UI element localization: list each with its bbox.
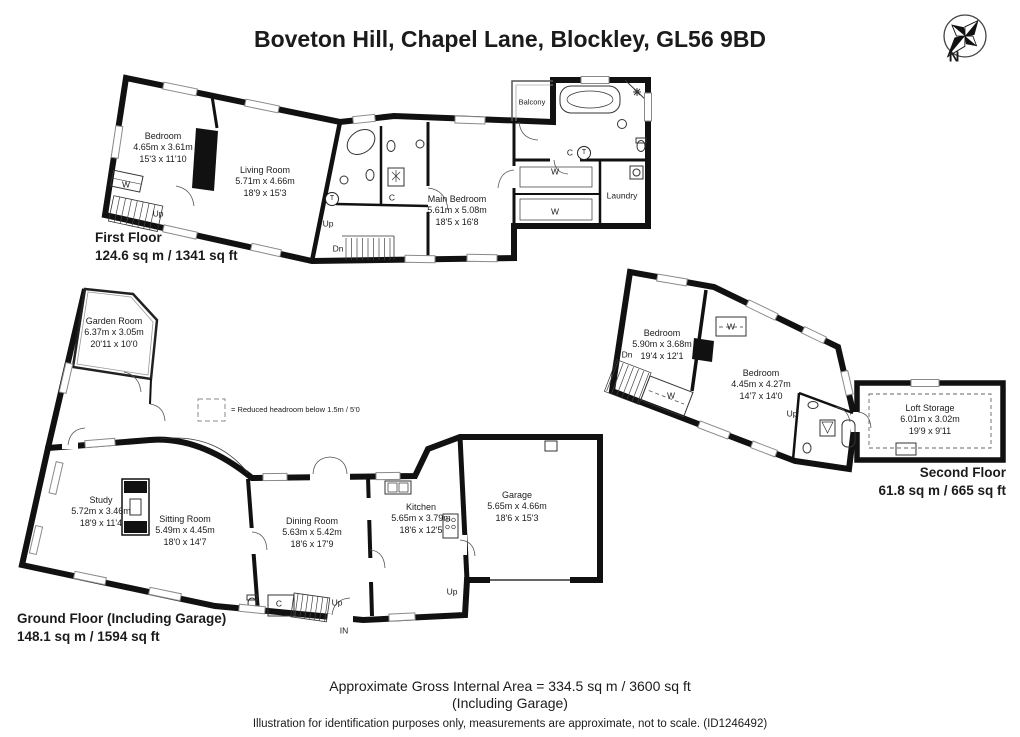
floor-area: 124.6 sq m / 1341 sq ft	[95, 247, 238, 263]
room-dim-imperial: 20'11 x 10'0	[90, 338, 138, 349]
room-label-garden-room	[84, 316, 144, 350]
gross-internal-area-note: (Including Garage)	[452, 695, 568, 711]
room-dim-metric: 5.49m x 4.45m	[155, 525, 215, 536]
stairs-up-label: Up	[331, 597, 343, 608]
room-dim-metric: 5.90m x 3.68m	[632, 339, 692, 350]
wardrobe-label: W	[666, 390, 676, 401]
room-dim-metric: 6.01m x 3.02m	[900, 414, 960, 425]
floor-name: First Floor	[95, 230, 162, 245]
room-dim-imperial: 15'3 x 11'10	[139, 153, 187, 164]
floor-area: 148.1 sq m / 1594 sq ft	[17, 628, 160, 644]
room-dim-imperial: 18'5 x 16'8	[435, 216, 479, 227]
room-name: Main Bedroom	[427, 194, 487, 205]
room-dim-imperial: 18'6 x 17'9	[290, 538, 334, 549]
room-label-study	[71, 495, 131, 529]
page-title: Boveton Hill, Chapel Lane, Blockley, GL56 9BD	[253, 26, 767, 52]
chimney-breast	[192, 128, 218, 191]
room-dim-metric: 5.71m x 4.66m	[235, 176, 295, 187]
disclaimer: Illustration for identification purposes only, measurements are approximate, not to scale. (ID1246492)	[252, 718, 768, 730]
floor-name: Second Floor	[919, 465, 1006, 480]
room-dim-metric: 5.63m x 5.42m	[282, 527, 342, 538]
room-name: Garage	[501, 490, 533, 501]
tank-label: T	[577, 146, 591, 160]
room-label-balcony: Balcony	[518, 97, 546, 107]
cupboard-label: C	[388, 192, 396, 203]
wardrobe-label: W	[550, 206, 560, 217]
room-name: Kitchen	[405, 502, 437, 513]
second-floor-label	[878, 464, 1006, 499]
room-label-garage	[487, 490, 547, 524]
stairs-up-label: Up	[322, 218, 334, 229]
room-dim-metric: 4.65m x 3.61m	[133, 142, 193, 153]
room-dim-imperial: 14'7 x 14'0	[739, 390, 783, 401]
room-dim-metric: 5.65m x 4.66m	[487, 501, 547, 512]
room-dim-imperial: 18'0 x 14'7	[163, 536, 207, 547]
second-floor-plan	[604, 272, 1003, 469]
stairs-up-label: Up	[152, 208, 164, 219]
room-name: Loft Storage	[905, 403, 955, 414]
room-label-bedroom-second-2	[731, 368, 791, 402]
room-name: Sitting Room	[159, 514, 211, 525]
compass-north-label: N	[948, 48, 960, 66]
room-name: Bedroom	[643, 328, 681, 339]
entrance-label: IN	[339, 625, 349, 636]
room-dim-metric: 5.65m x 3.79m	[391, 513, 451, 524]
stairs-down-label: Dn	[332, 243, 344, 254]
room-label-kitchen	[391, 502, 451, 536]
room-label-bedroom-second-1	[632, 328, 692, 362]
stairs-up-label: Up	[786, 408, 798, 419]
stairs-down-label: Dn	[621, 349, 633, 360]
room-label-main-bedroom	[427, 194, 487, 228]
room-dim-imperial: 19'9 x 9'11	[908, 425, 952, 436]
room-dim-metric: 6.37m x 3.05m	[84, 327, 144, 338]
cupboard-label: C	[566, 147, 574, 158]
room-name: Bedroom	[144, 131, 182, 142]
room-dim-metric: 5.72m x 3.46m	[71, 506, 131, 517]
room-dim-imperial: 18'9 x 11'4	[79, 517, 123, 528]
floor-area: 61.8 sq m / 665 sq ft	[878, 482, 1006, 498]
wardrobe-label: W	[726, 321, 736, 332]
first-floor-label	[95, 229, 238, 264]
room-name: Garden Room	[85, 316, 143, 327]
floor-name: Ground Floor (Including Garage)	[17, 611, 227, 626]
gross-internal-area: Approximate Gross Internal Area = 334.5 sq m / 3600 sq ft	[329, 678, 691, 694]
reduced-headroom-legend-box	[198, 399, 225, 421]
room-name: Study	[89, 495, 113, 506]
room-label-sitting-room	[155, 514, 215, 548]
room-dim-metric: 5.61m x 5.08m	[427, 205, 487, 216]
room-label-laundry: Laundry	[606, 190, 638, 201]
wardrobe-label: W	[550, 166, 560, 177]
room-dim-imperial: 18'9 x 15'3	[243, 187, 287, 198]
stairs-up-label: Up	[446, 586, 458, 597]
room-dim-imperial: 18'6 x 12'5	[399, 524, 443, 535]
room-label-living-room	[235, 165, 295, 199]
wardrobe-label: W	[121, 179, 131, 190]
room-label-dining-room	[282, 516, 342, 550]
ground-floor-label	[17, 610, 226, 645]
cupboard-label: C	[275, 598, 283, 609]
room-name: Dining Room	[285, 516, 339, 527]
room-dim-metric: 4.45m x 4.27m	[731, 379, 791, 390]
room-name: Bedroom	[742, 368, 780, 379]
room-label-loft-storage	[900, 403, 960, 437]
room-dim-imperial: 18'6 x 15'3	[495, 512, 539, 523]
room-name: Living Room	[239, 165, 291, 176]
reduced-headroom-legend: = Reduced headroom below 1.5m / 5'0	[231, 405, 360, 414]
room-dim-imperial: 19'4 x 12'1	[640, 350, 684, 361]
tank-label: T	[325, 192, 339, 206]
room-label-bedroom-first	[133, 131, 193, 165]
